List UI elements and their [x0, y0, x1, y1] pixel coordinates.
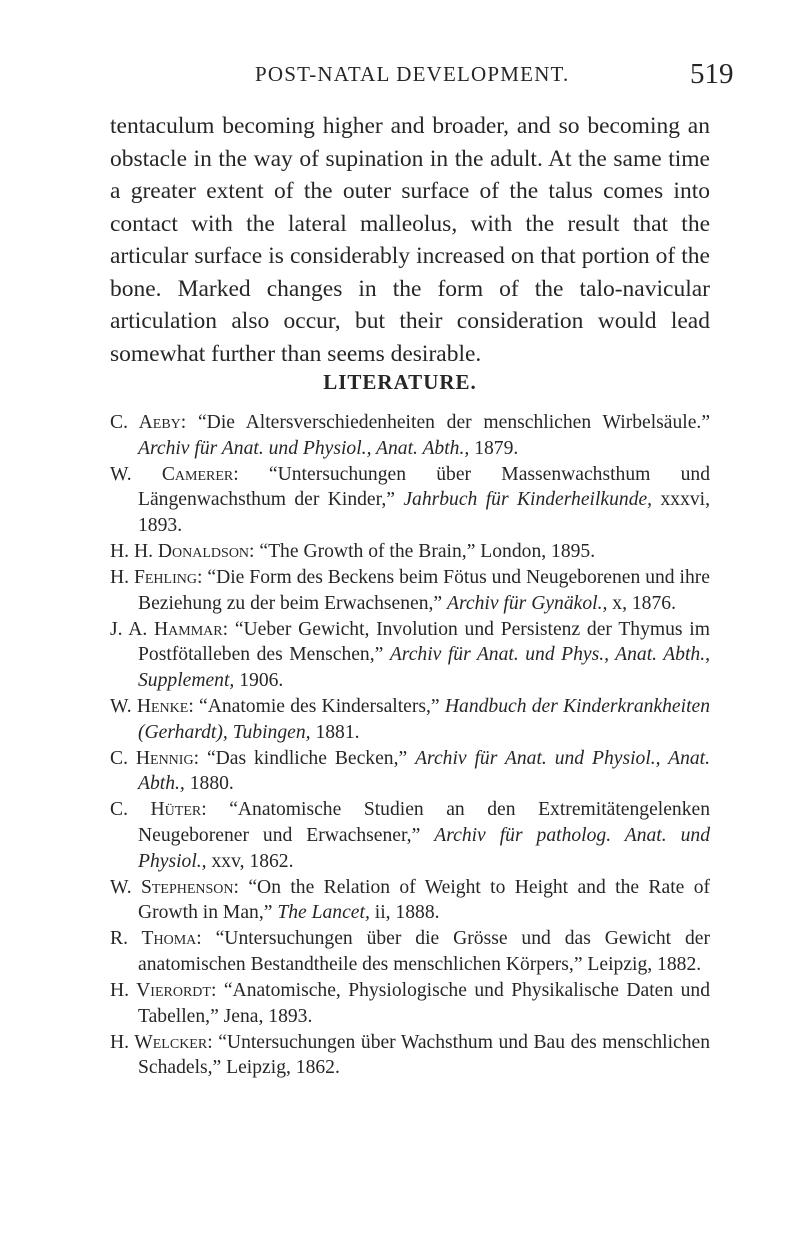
reference-entry: W. Stephenson: “On the Relation of Weight to Height and the Rate of Growth in Man,” The Lancet, ii, 1888.	[110, 876, 711, 924]
page-number: 519	[690, 58, 734, 90]
reference-source: Archiv für Anat. und Phys., Anat. Abth., Supplement,	[138, 644, 710, 691]
reference-list	[110, 410, 710, 1081]
reference-entry: H. Fehling: “Die Form des Beckens beim Fötus und Neugeborenen und ihre Beziehung zu der beim Erwachsenen,” Archiv für Gynäkol., x, 1876.	[110, 567, 710, 614]
reference-author: C. Hennig	[110, 747, 194, 769]
reference-author: H. Fehling	[110, 567, 197, 589]
reference-entry: H. Welcker: “Untersuchungen über Wachsthum und Bau des menschlichen Schadels,” Leipzig, 1862.	[110, 1031, 711, 1079]
reference-entry: H. H. Donaldson: “The Growth of the Brain,” London, 1895.	[110, 540, 596, 562]
reference-author: H. Vierordt	[110, 980, 211, 1002]
reference-entry: J. A. Hammar: “Ueber Gewicht, Involution und Persistenz der Thymus im Postfötalleben des Menschen,” Archiv für Anat. und Phys., Anat. Abth., Supplement, 1906.	[110, 618, 710, 691]
reference-source: Jahrbuch für Kinderheilkunde,	[403, 489, 653, 511]
reference-entry: H. Vierordt: “Anatomische, Physiologische und Physikalische Daten und Tabellen,” Jena, 1893.	[110, 980, 711, 1027]
reference-details: 1881.	[315, 721, 360, 743]
reference-source: Archiv für Anat. und Physiol., Anat. Abth.,	[138, 747, 711, 795]
body-paragraph: tentaculum becoming higher and broader, and so becoming an obstacle in the way of supination in the adult. At the same time a greater extent of the outer surface of the talus comes into contact with the lateral malleolus, with the result that the articular surface is considerably increased on that portion of the bone. Marked changes in the form of the talo-navicular articulation also occur, but their consideration would lead somewhat further than seems desirable.	[110, 113, 710, 367]
reference-title: “The Growth of the Brain,” London, 1895.	[259, 540, 596, 562]
reference-entry: C. Hüter: “Anatomische Studien an den Extremitätengelenken Neugeborener und Erwachsener,” Archiv für patholog. Anat. und Physiol., xxv, 1862.	[110, 799, 710, 872]
reference-title: “Untersuchungen über Wachsthum und Bau des menschlichen Schadels,” Leipzig, 1862.	[138, 1031, 711, 1079]
reference-author: W. Stephenson	[110, 876, 234, 898]
reference-details: 1880.	[189, 773, 234, 795]
reference-author: C. Aeby	[110, 412, 181, 433]
reference-title: “On the Relation of Weight to Height and the Rate of Growth in Man,”	[138, 876, 711, 924]
running-head: POST-NATAL DEVELOPMENT.	[255, 62, 570, 86]
reference-entry: R. Thoma: “Untersuchungen über die Grösse und das Gewicht der anatomischen Bestandtheile des menschlichen Körpers,” Leipzig, 1882.	[110, 928, 710, 975]
reference-details: 1906.	[239, 669, 284, 691]
reference-entry: C. Aeby: “Die Altersverschiedenheiten der menschlichen Wirbelsäule.” Archiv für Anat. und Physiol., Anat. Abth., 1879.	[110, 412, 711, 459]
reference-details: xxv, 1862.	[211, 850, 294, 872]
reference-title: “Ueber Gewicht, Involution und Persistenz der Thymus im Postfötalleben des Menschen,”	[138, 618, 710, 666]
reference-source: Archiv für Gynäkol.,	[447, 592, 608, 614]
reference-source: Handbuch der Kinderkrankheiten (Gerhardt), Tubingen,	[138, 696, 711, 743]
reference-title: “Untersuchungen über die Grösse und das Gewicht der anatomischen Bestandtheile des menschlichen Körpers,” Leipzig, 1882.	[138, 928, 710, 975]
reference-entry: C. Hennig: “Das kindliche Becken,” Archiv für Anat. und Physiol., Anat. Abth., 1880.	[110, 747, 711, 795]
reference-author: R. Thoma	[110, 928, 197, 950]
reference-author: H. Welcker	[110, 1031, 208, 1053]
reference-details: xxxvi, 1893.	[138, 489, 710, 536]
reference-author: W. Camerer	[110, 463, 234, 485]
reference-author: C. Hüter	[110, 799, 202, 821]
reference-author: H. H. Donaldson	[110, 540, 250, 562]
reference-details: 1879.	[474, 437, 519, 459]
reference-author: W. Henke	[110, 696, 189, 718]
reference-title: “Die Form des Beckens beim Fötus und Neugeborenen und ihre Beziehung zu der beim Erwachsenen,”	[138, 567, 710, 614]
reference-source: Archiv für Anat. und Physiol., Anat. Abth.,	[138, 437, 470, 459]
reference-source: Archiv für patholog. Anat. und Physiol.,	[138, 825, 710, 872]
reference-title: “Untersuchungen über Massenwachsthum und Längenwachsthum der Kinder,”	[138, 463, 710, 511]
reference-title: “Anatomie des Kindersalters,”	[199, 696, 440, 718]
reference-author: J. A. Hammar	[110, 618, 223, 640]
reference-title: “Anatomische Studien an den Extremitätengelenken Neugeborener und Erwachsener,”	[138, 799, 710, 846]
reference-source: The Lancet,	[277, 902, 370, 924]
reference-title: “Anatomische, Physiologische und Physikalische Daten und Tabellen,” Jena, 1893.	[138, 980, 711, 1027]
reference-details: ii, 1888.	[374, 902, 440, 924]
reference-entry: W. Camerer: “Untersuchungen über Massenwachsthum und Längenwachsthum der Kinder,” Jahrbuch für Kinderheilkunde, xxxvi, 1893.	[110, 463, 710, 536]
reference-details: x, 1876.	[612, 592, 676, 614]
reference-entry: W. Henke: “Anatomie des Kindersalters,” Handbuch der Kinderkrankheiten (Gerhardt), Tubingen, 1881.	[110, 696, 711, 743]
page-header	[0, 60, 800, 100]
reference-title: “Das kindliche Becken,”	[206, 747, 408, 769]
reference-title: “Die Altersverschiedenheiten der menschlichen Wirbelsäule.”	[197, 412, 711, 433]
literature-heading: LITERATURE.	[323, 370, 477, 394]
